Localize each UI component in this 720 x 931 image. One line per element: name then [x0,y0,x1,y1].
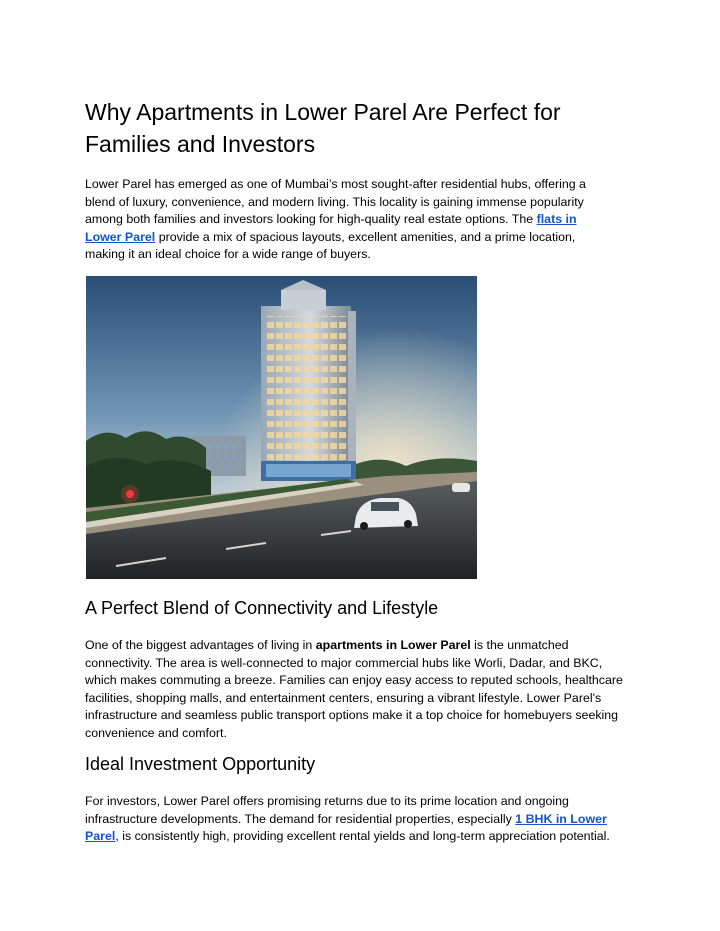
intro-text-before: Lower Parel has emerged as one of Mumbai’s most sought-after residential hubs, offering a blend of luxury, convenience, and modern living. This locality is gaining immense popularity among both families and investors looking for high-quality real estate options. The [85,177,586,227]
flats-link[interactable]: flats in Lower Parel [85,212,577,244]
investment-text-before: For investors, Lower Parel offers promising returns due to its prime location and ongoing infrastructure developments. The demand for residential properties, especially [85,794,569,826]
section-heading-investment: Ideal Investment Opportunity [85,754,316,774]
connectivity-text-after: is the unmatched connectivity. The area is well-connected to major commercial hubs like Worli, Dadar, and BKC, which makes commuting a breeze. Families can enjoy easy access to reputed schools, healthcare facilities, shopping malls, and entertainment centers, ensuring a vibrant lifestyle. Lower Parel's infrastructure and seamless public transport options make it a top choice for homebuyers seeking convenience and comfort. [85,638,623,740]
apartments-bold-text: apartments in Lower Parel [315,638,471,652]
connectivity-text-before: One of the biggest advantages of living in [85,638,316,652]
investment-text-after: , is consistently high, providing excellent rental yields and long-term appreciation potential. [115,829,610,844]
connectivity-paragraph [85,637,630,743]
intro-paragraph [85,176,615,264]
intro-text-after: provide a mix of spacious layouts, excellent amenities, and a prime location, making it an ideal choice for a wide range of buyers. [85,229,576,262]
1bhk-link[interactable]: 1 BHK in Lower Parel [85,811,607,844]
investment-paragraph [85,793,637,846]
page-title: Why Apartments in Lower Parel Are Perfect for Families and Investors [85,99,561,157]
tower-road-dusk-image [86,276,477,579]
section-heading-connectivity: A Perfect Blend of Connectivity and Lifestyle [85,598,439,618]
